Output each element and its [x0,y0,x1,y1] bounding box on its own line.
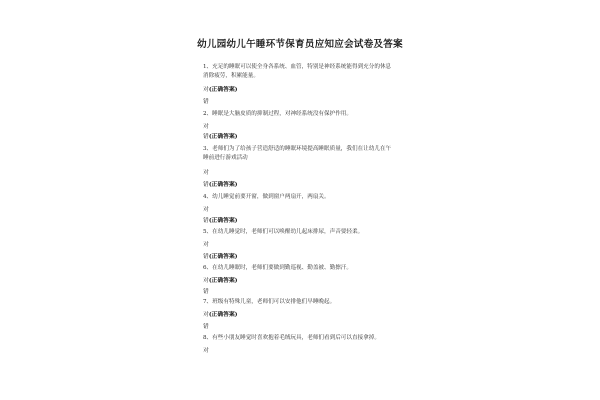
question-7-option-false [203,324,209,331]
question-1-option-false [203,99,209,106]
question-6-option-false [203,289,209,296]
option-label: 错 [203,134,209,140]
option-label: 错 [203,182,209,188]
option-label: 对 [203,124,209,130]
question-4-option-false [203,218,238,225]
question-7-text-line1: 7、班级有特殊儿童，老师们可以安排他们早睡晚起。 [203,299,336,305]
question-4-option-true [203,207,209,214]
question-8-text-line1: 8、有些小朋友睡觉时喜欢抱着毛绒玩具，老师们看到后可以直接拿掉。 [203,335,380,341]
question-2-text-line1: 2、睡眠是大脑皮质的抑制过程，对神经系统没有保护作用。 [203,111,352,117]
correct-answer-mark: (正确答案) [208,278,238,284]
question-6-text-line1: 6、在幼儿睡眠时，老师们要做到勤巡视、勤盖被、勤擦汗。 [203,265,352,271]
option-label: 对 [203,170,209,176]
question-2-option-true [203,124,209,131]
question-5-text-line1: 5、在幼儿睡觉时，老师们可以唤醒幼儿起床排尿，声音要轻柔。 [203,229,364,235]
correct-answer-mark: (正确答案) [208,218,238,224]
question-3-option-false [203,182,238,189]
option-label: 错 [203,218,209,224]
option-label: 错 [203,289,209,295]
question-1-text-line2: 消除疲劳，积累能量。 [203,73,259,79]
question-2-option-false [203,134,238,141]
question-8-option-true [203,348,209,355]
question-6-option-true [203,278,238,285]
correct-answer-mark: (正确答案) [208,134,238,140]
question-7-option-true [203,312,238,319]
option-label: 错 [203,254,209,260]
question-5-option-true [203,242,209,249]
question-1-option-true [203,87,238,94]
correct-answer-mark: (正确答案) [208,254,238,260]
question-1-text-line1: 1、充足的睡眠可以使全身各系统、血管，特别是神经系统能得到充分的休息 [203,64,392,70]
question-3-text-line2: 睡前进行游戏活动 [203,155,248,161]
option-label: 对 [203,207,209,213]
question-4-text-line1: 4、幼儿睡觉前要开窗，做到窗户两扇开，两扇关。 [203,194,330,200]
option-label: 对 [203,312,209,318]
option-label: 错 [203,99,209,105]
document-title: 幼儿园幼儿午睡环节保育员应知应会试卷及答案 [197,39,403,50]
correct-answer-mark: (正确答案) [208,87,238,93]
option-label: 对 [203,87,209,93]
option-label: 错 [203,324,209,330]
correct-answer-mark: (正确答案) [208,182,238,188]
question-3-text-line1: 3、老师们为了给孩子营造舒适的睡眠环境提高睡眠质量，我们在让幼儿在午 [203,146,392,152]
option-label: 对 [203,278,209,284]
question-5-option-false [203,254,238,261]
question-3-option-true [203,170,209,177]
correct-answer-mark: (正确答案) [208,312,238,318]
option-label: 对 [203,242,209,248]
option-label: 对 [203,348,209,354]
